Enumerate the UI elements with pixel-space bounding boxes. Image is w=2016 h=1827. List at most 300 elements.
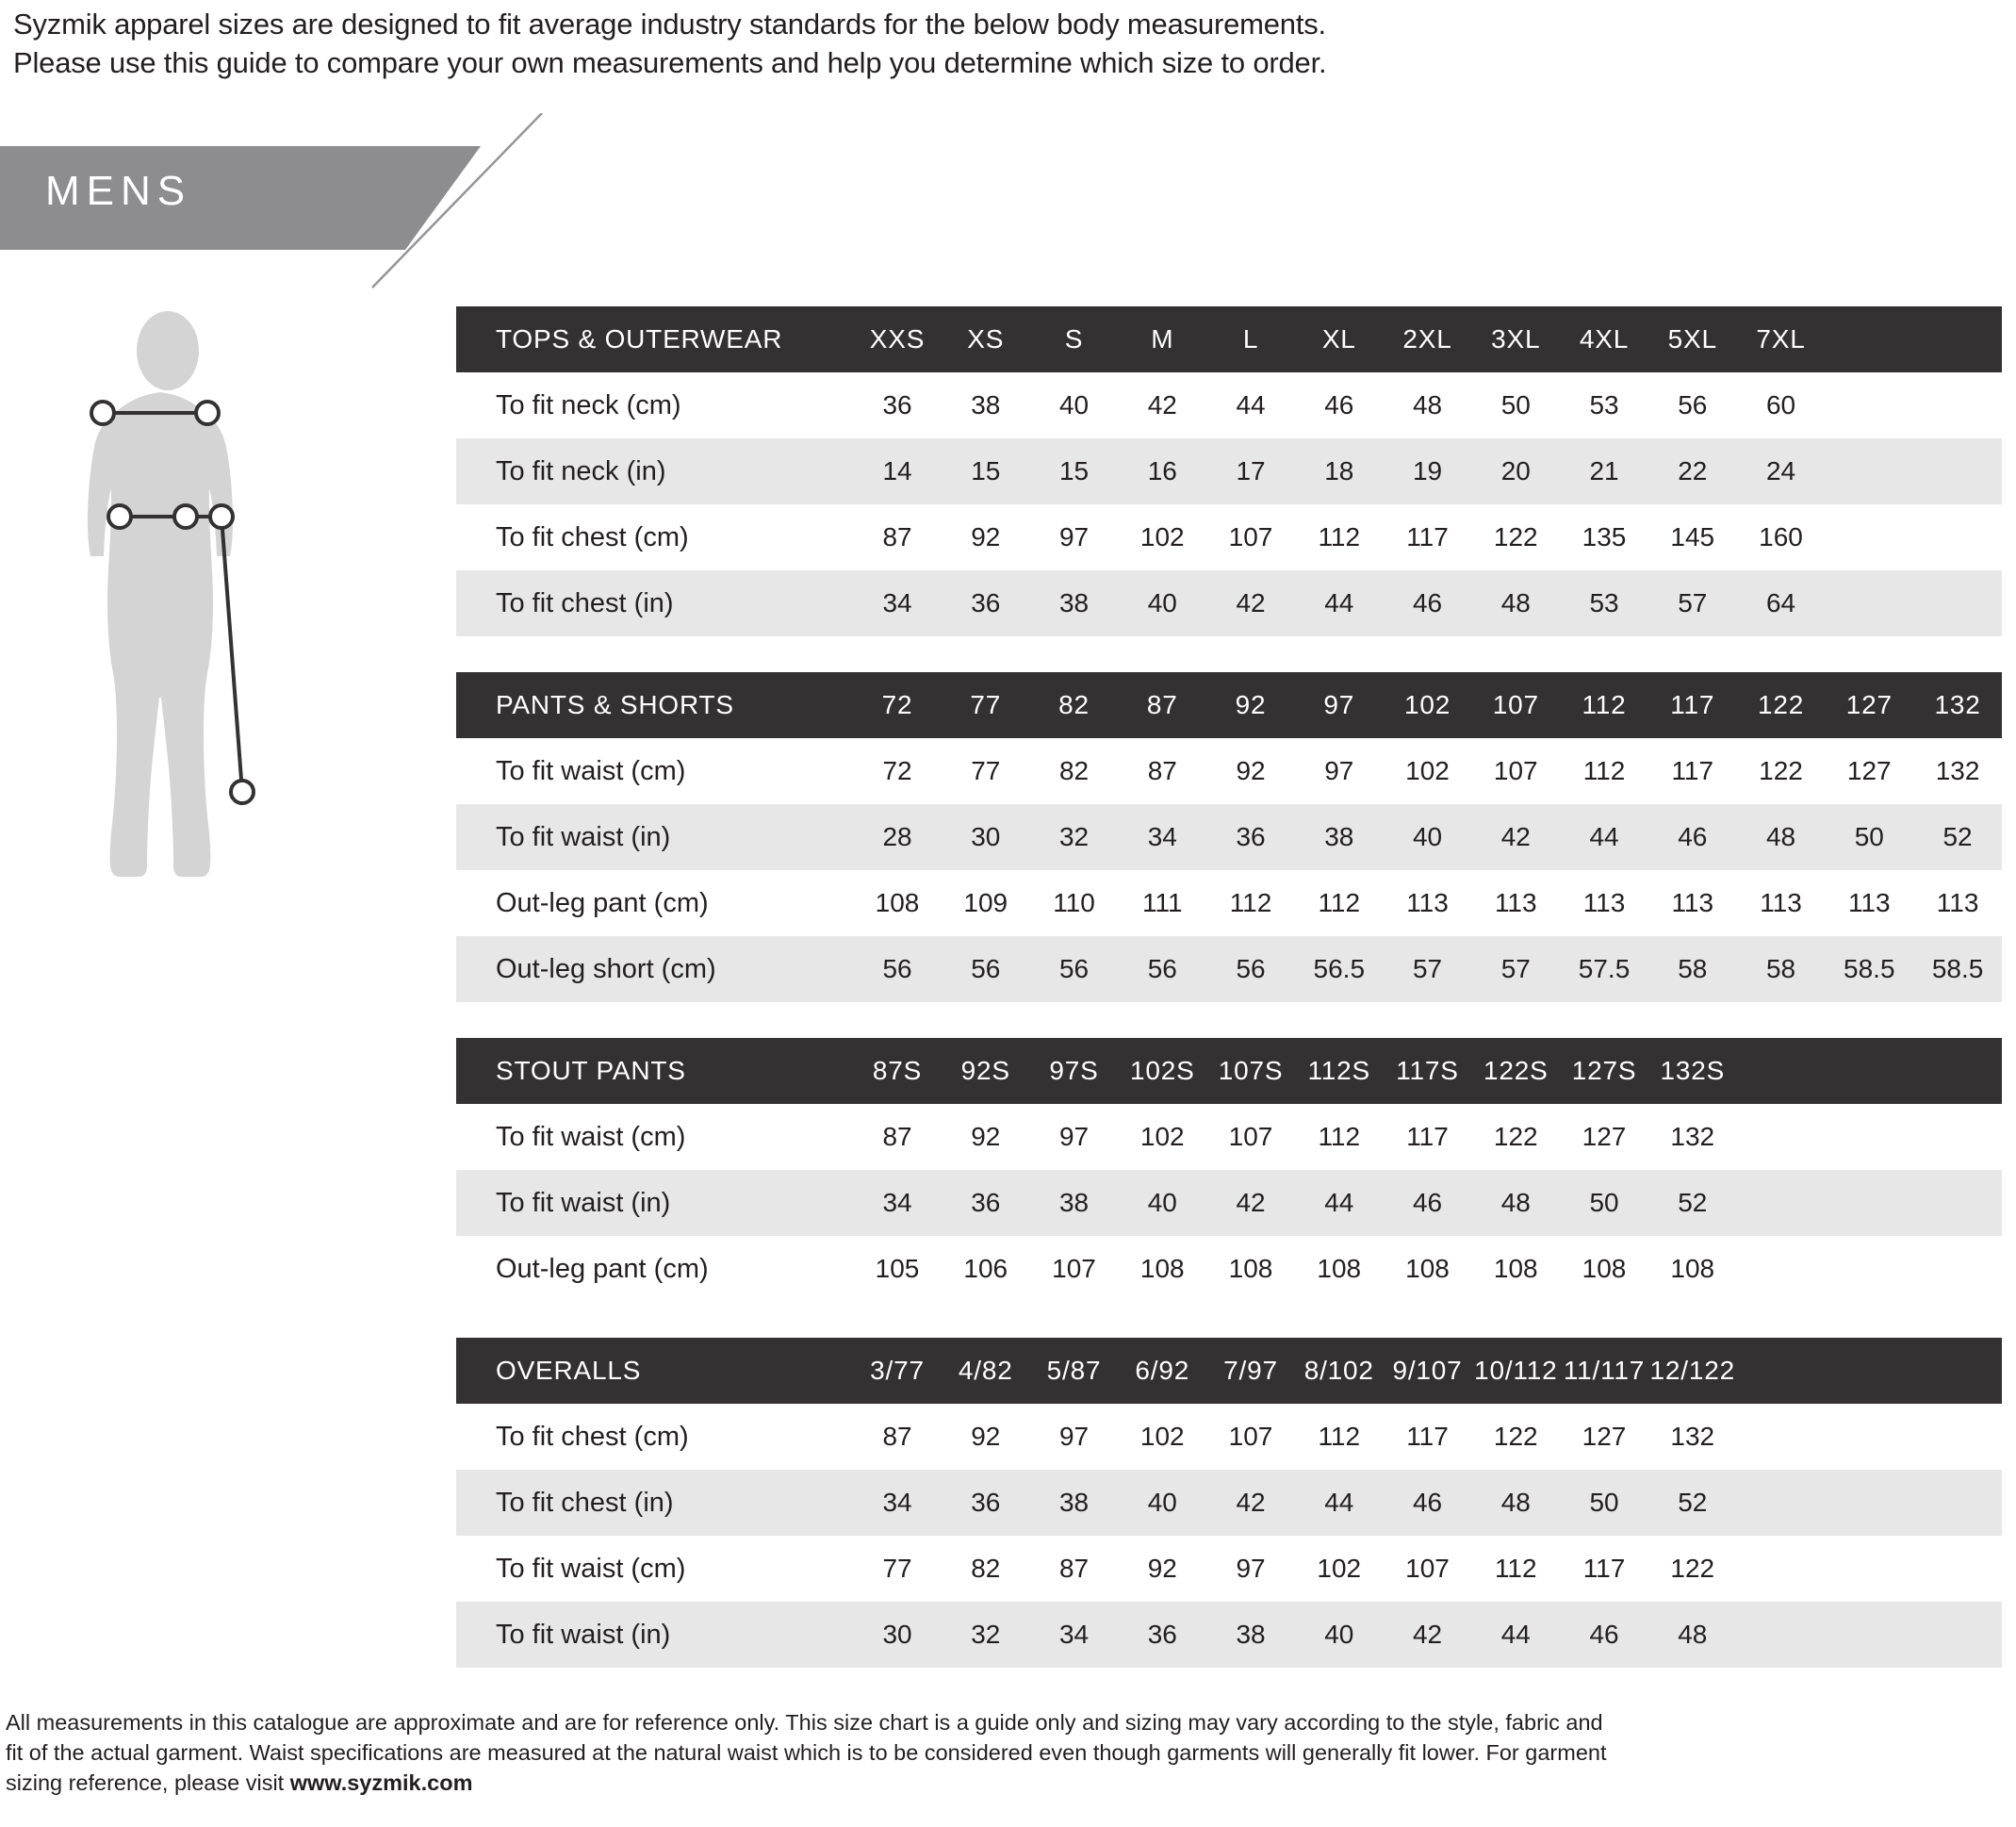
table-row <box>456 1170 2002 1236</box>
column-header: 72 <box>853 672 942 738</box>
size-tables <box>456 306 2002 1704</box>
cell: 36 <box>1206 804 1295 870</box>
cell: 46 <box>1648 804 1737 870</box>
cell: 60 <box>1737 372 1826 438</box>
row-label: Out-leg pant (cm) <box>456 1236 853 1302</box>
cell: 92 <box>1206 738 1295 804</box>
cell: 34 <box>1118 804 1206 870</box>
cell: 57 <box>1384 936 1472 1002</box>
table-tops-outerwear <box>456 306 2002 636</box>
cell: 122 <box>1471 504 1560 570</box>
table-header-row <box>456 1038 2002 1104</box>
website-url: www.syzmik.com <box>289 1769 473 1795</box>
column-header: XXS <box>853 306 942 372</box>
column-header: L <box>1206 306 1295 372</box>
cell: 48 <box>1737 804 1826 870</box>
cell: 127 <box>1560 1404 1648 1470</box>
cell: 102 <box>1118 504 1206 570</box>
column-header: 127 <box>1825 672 1913 738</box>
cell: 117 <box>1648 738 1737 804</box>
table-row <box>456 1470 2002 1536</box>
column-header: 127S <box>1560 1038 1648 1104</box>
cell <box>1913 1170 2002 1236</box>
cell: 132 <box>1648 1404 1737 1470</box>
cell: 42 <box>1471 804 1560 870</box>
table-title: STOUT PANTS <box>456 1038 853 1104</box>
table-header-row <box>456 1338 2002 1404</box>
cell: 48 <box>1471 1170 1560 1236</box>
column-header <box>1913 1338 2002 1404</box>
cell: 113 <box>1913 870 2002 936</box>
cell <box>1913 504 2002 570</box>
cell: 64 <box>1737 570 1826 636</box>
cell: 127 <box>1825 738 1913 804</box>
row-label: To fit neck (in) <box>456 438 853 504</box>
cell: 32 <box>942 1602 1030 1668</box>
cell: 34 <box>853 570 942 636</box>
cell: 46 <box>1384 570 1472 636</box>
cell: 112 <box>1560 738 1648 804</box>
column-header: 92S <box>942 1038 1030 1104</box>
column-header: 87S <box>853 1038 942 1104</box>
body-silhouette-figure <box>57 311 320 1065</box>
column-header: 107 <box>1471 672 1560 738</box>
cell: 42 <box>1206 570 1295 636</box>
cell: 82 <box>1030 738 1119 804</box>
cell: 122 <box>1471 1404 1560 1470</box>
cell: 58.5 <box>1913 936 2002 1002</box>
cell <box>1825 1536 1913 1602</box>
cell <box>1825 372 1913 438</box>
footer-line-3-prefix: sizing reference, please visit <box>6 1769 290 1795</box>
cell: 46 <box>1560 1602 1648 1668</box>
cell <box>1737 1602 1826 1668</box>
cell: 107 <box>1206 1404 1295 1470</box>
cell: 52 <box>1648 1470 1737 1536</box>
cell: 42 <box>1118 372 1206 438</box>
cell: 56 <box>1648 372 1737 438</box>
cell: 36 <box>853 372 942 438</box>
cell: 50 <box>1825 804 1913 870</box>
cell: 82 <box>942 1536 1030 1602</box>
table-row <box>456 936 2002 1002</box>
cell: 77 <box>853 1536 942 1602</box>
cell: 87 <box>853 504 942 570</box>
table-row <box>456 804 2002 870</box>
cell: 117 <box>1384 1104 1472 1170</box>
cell <box>1913 438 2002 504</box>
banner-label: MENS <box>45 168 192 214</box>
row-label: To fit neck (cm) <box>456 372 853 438</box>
cell: 52 <box>1648 1170 1737 1236</box>
column-header: 77 <box>942 672 1030 738</box>
cell: 40 <box>1384 804 1472 870</box>
column-header: 11/117 <box>1560 1338 1648 1404</box>
column-header: 7XL <box>1737 306 1826 372</box>
column-header: 112 <box>1560 672 1648 738</box>
cell: 56 <box>1030 936 1119 1002</box>
cell <box>1825 1170 1913 1236</box>
footer-line-2: fit of the actual garment. Waist specifications are measured at the natural waist which is to be considered even though garments will generally fit lower. For garment <box>6 1739 1607 1765</box>
column-header: 10/112 <box>1471 1338 1560 1404</box>
column-header <box>1913 1038 2002 1104</box>
cell: 48 <box>1648 1602 1737 1668</box>
cell: 56 <box>1206 936 1295 1002</box>
column-header: 117 <box>1648 672 1737 738</box>
cell: 44 <box>1560 804 1648 870</box>
cell: 102 <box>1384 738 1472 804</box>
column-header: 8/102 <box>1295 1338 1384 1404</box>
cell: 56 <box>853 936 942 1002</box>
cell: 38 <box>1295 804 1384 870</box>
cell: 50 <box>1560 1170 1648 1236</box>
cell <box>1825 570 1913 636</box>
cell: 117 <box>1384 1404 1472 1470</box>
table-row <box>456 1104 2002 1170</box>
cell: 52 <box>1913 804 2002 870</box>
table-overalls <box>456 1338 2002 1668</box>
column-header: 5XL <box>1648 306 1737 372</box>
cell <box>1825 1236 1913 1302</box>
column-header: 122 <box>1737 672 1826 738</box>
cell: 57 <box>1471 936 1560 1002</box>
row-label: To fit waist (in) <box>456 804 853 870</box>
cell: 87 <box>1118 738 1206 804</box>
column-header: 6/92 <box>1118 1338 1206 1404</box>
column-header: XS <box>942 306 1030 372</box>
footer-disclaimer <box>6 1708 2008 1799</box>
cell: 92 <box>1118 1536 1206 1602</box>
cell: 92 <box>942 1104 1030 1170</box>
row-label: To fit waist (in) <box>456 1602 853 1668</box>
cell: 112 <box>1206 870 1295 936</box>
cell: 97 <box>1030 1404 1119 1470</box>
cell: 97 <box>1295 738 1384 804</box>
column-header: 117S <box>1384 1038 1472 1104</box>
cell: 44 <box>1471 1602 1560 1668</box>
cell: 92 <box>942 504 1030 570</box>
footer-line-1: All measurements in this catalogue are approximate and are for reference only. This size chart is a guide only and sizing may vary according to the style, fabric and <box>6 1710 1603 1735</box>
cell: 50 <box>1471 372 1560 438</box>
cell: 107 <box>1384 1536 1472 1602</box>
table-row <box>456 1602 2002 1668</box>
table-row <box>456 438 2002 504</box>
column-header: 4/82 <box>942 1338 1030 1404</box>
cell <box>1913 1470 2002 1536</box>
cell: 112 <box>1295 1404 1384 1470</box>
cell: 38 <box>1030 570 1119 636</box>
cell: 112 <box>1295 504 1384 570</box>
cell: 53 <box>1560 570 1648 636</box>
cell <box>1913 1536 2002 1602</box>
decorative-diagonal-line <box>358 113 594 292</box>
cell: 108 <box>1118 1236 1206 1302</box>
cell: 108 <box>1471 1236 1560 1302</box>
row-label: To fit waist (in) <box>456 1170 853 1236</box>
cell: 112 <box>1471 1536 1560 1602</box>
intro-line-2: Please use this guide to compare your own measurements and help you determine which size to order. <box>13 45 1327 79</box>
cell: 38 <box>1206 1602 1295 1668</box>
cell: 30 <box>853 1602 942 1668</box>
cell: 112 <box>1295 870 1384 936</box>
cell: 21 <box>1560 438 1648 504</box>
cell: 40 <box>1118 570 1206 636</box>
table-header-row <box>456 672 2002 738</box>
column-header: 2XL <box>1384 306 1472 372</box>
table-row <box>456 738 2002 804</box>
intro-line-1: Syzmik apparel sizes are designed to fit average industry standards for the below body measurements. <box>13 8 1326 41</box>
cell: 58 <box>1737 936 1826 1002</box>
cell: 107 <box>1471 738 1560 804</box>
row-label: To fit waist (cm) <box>456 738 853 804</box>
cell: 56 <box>942 936 1030 1002</box>
cell: 97 <box>1206 1536 1295 1602</box>
cell: 46 <box>1384 1470 1472 1536</box>
cell: 87 <box>853 1104 942 1170</box>
cell <box>1737 1470 1826 1536</box>
cell: 117 <box>1384 504 1472 570</box>
cell <box>1737 1236 1826 1302</box>
cell: 107 <box>1206 504 1295 570</box>
cell: 108 <box>1295 1236 1384 1302</box>
cell: 77 <box>942 738 1030 804</box>
cell: 113 <box>1825 870 1913 936</box>
cell <box>1913 1236 2002 1302</box>
cell <box>1913 372 2002 438</box>
cell: 122 <box>1471 1104 1560 1170</box>
row-label: To fit chest (in) <box>456 570 853 636</box>
column-header: 97S <box>1030 1038 1119 1104</box>
cell: 112 <box>1295 1104 1384 1170</box>
row-label: To fit chest (cm) <box>456 504 853 570</box>
cell: 28 <box>853 804 942 870</box>
cell: 160 <box>1737 504 1826 570</box>
column-header <box>1913 306 2002 372</box>
table-row <box>456 1536 2002 1602</box>
cell: 102 <box>1295 1536 1384 1602</box>
cell: 122 <box>1648 1536 1737 1602</box>
intro-text <box>13 6 1898 83</box>
row-label: To fit chest (in) <box>456 1470 853 1536</box>
cell: 40 <box>1030 372 1119 438</box>
cell: 15 <box>1030 438 1119 504</box>
table-row <box>456 870 2002 936</box>
column-header: 102S <box>1118 1038 1206 1104</box>
table-header-row <box>456 306 2002 372</box>
column-header: 3/77 <box>853 1338 942 1404</box>
cell: 44 <box>1295 1170 1384 1236</box>
cell: 38 <box>1030 1470 1119 1536</box>
column-header: 9/107 <box>1384 1338 1472 1404</box>
column-header <box>1737 1338 1826 1404</box>
column-header: 87 <box>1118 672 1206 738</box>
row-label: Out-leg short (cm) <box>456 936 853 1002</box>
cell: 30 <box>942 804 1030 870</box>
cell: 105 <box>853 1236 942 1302</box>
cell: 24 <box>1737 438 1826 504</box>
cell: 127 <box>1560 1104 1648 1170</box>
cell: 44 <box>1206 372 1295 438</box>
cell: 15 <box>942 438 1030 504</box>
cell: 108 <box>853 870 942 936</box>
cell: 38 <box>1030 1170 1119 1236</box>
cell <box>1737 1536 1826 1602</box>
column-header: 132 <box>1913 672 2002 738</box>
cell: 108 <box>1560 1236 1648 1302</box>
cell <box>1825 1470 1913 1536</box>
cell: 113 <box>1648 870 1737 936</box>
cell <box>1913 1104 2002 1170</box>
column-header: 82 <box>1030 672 1119 738</box>
cell <box>1913 1602 2002 1668</box>
cell: 102 <box>1118 1104 1206 1170</box>
cell: 117 <box>1560 1536 1648 1602</box>
cell: 14 <box>853 438 942 504</box>
column-header: XL <box>1295 306 1384 372</box>
column-header: M <box>1118 306 1206 372</box>
column-header: 4XL <box>1560 306 1648 372</box>
cell: 58 <box>1648 936 1737 1002</box>
cell: 132 <box>1913 738 2002 804</box>
column-header: 132S <box>1648 1038 1737 1104</box>
cell: 34 <box>1030 1602 1119 1668</box>
column-header: 107S <box>1206 1038 1295 1104</box>
cell: 106 <box>942 1236 1030 1302</box>
cell: 87 <box>1030 1536 1119 1602</box>
column-header: 5/87 <box>1030 1338 1119 1404</box>
cell: 40 <box>1118 1470 1206 1536</box>
cell: 40 <box>1295 1602 1384 1668</box>
column-header: 102 <box>1384 672 1472 738</box>
cell: 58.5 <box>1825 936 1913 1002</box>
cell: 48 <box>1384 372 1472 438</box>
cell: 113 <box>1384 870 1472 936</box>
row-label: To fit chest (cm) <box>456 1404 853 1470</box>
column-header <box>1825 306 1913 372</box>
cell: 56.5 <box>1295 936 1384 1002</box>
column-header: 12/122 <box>1648 1338 1737 1404</box>
cell: 22 <box>1648 438 1737 504</box>
column-header: 3XL <box>1471 306 1560 372</box>
cell: 145 <box>1648 504 1737 570</box>
cell: 20 <box>1471 438 1560 504</box>
cell: 36 <box>942 570 1030 636</box>
cell: 46 <box>1384 1170 1472 1236</box>
cell: 44 <box>1295 1470 1384 1536</box>
cell: 16 <box>1118 438 1206 504</box>
column-header <box>1737 1038 1826 1104</box>
cell: 122 <box>1737 738 1826 804</box>
cell: 113 <box>1737 870 1826 936</box>
cell <box>1913 1404 2002 1470</box>
table-row <box>456 372 2002 438</box>
column-header: 122S <box>1471 1038 1560 1104</box>
cell: 34 <box>853 1170 942 1236</box>
column-header: 7/97 <box>1206 1338 1295 1404</box>
cell: 44 <box>1295 570 1384 636</box>
cell <box>1825 438 1913 504</box>
cell <box>1825 1602 1913 1668</box>
cell: 108 <box>1648 1236 1737 1302</box>
column-header <box>1825 1038 1913 1104</box>
cell: 17 <box>1206 438 1295 504</box>
cell: 108 <box>1206 1236 1295 1302</box>
cell: 36 <box>1118 1602 1206 1668</box>
cell: 38 <box>942 372 1030 438</box>
cell <box>1737 1404 1826 1470</box>
column-header: 112S <box>1295 1038 1384 1104</box>
table-row <box>456 504 2002 570</box>
row-label: Out-leg pant (cm) <box>456 870 853 936</box>
cell: 97 <box>1030 1104 1119 1170</box>
table-title: PANTS & SHORTS <box>456 672 853 738</box>
cell: 48 <box>1471 570 1560 636</box>
cell: 102 <box>1118 1404 1206 1470</box>
cell: 36 <box>942 1170 1030 1236</box>
cell: 56 <box>1118 936 1206 1002</box>
cell <box>1913 570 2002 636</box>
cell <box>1825 1104 1913 1170</box>
table-stout-pants <box>456 1038 2002 1302</box>
cell: 18 <box>1295 438 1384 504</box>
cell: 19 <box>1384 438 1472 504</box>
cell: 36 <box>942 1470 1030 1536</box>
row-label: To fit waist (cm) <box>456 1536 853 1602</box>
cell <box>1737 1104 1826 1170</box>
cell: 46 <box>1295 372 1384 438</box>
cell <box>1825 1404 1913 1470</box>
cell <box>1737 1170 1826 1236</box>
cell: 57 <box>1648 570 1737 636</box>
cell: 108 <box>1384 1236 1472 1302</box>
table-row <box>456 1236 2002 1302</box>
cell: 87 <box>853 1404 942 1470</box>
table-title: OVERALLS <box>456 1338 853 1404</box>
column-header: 92 <box>1206 672 1295 738</box>
cell: 92 <box>942 1404 1030 1470</box>
cell: 42 <box>1206 1170 1295 1236</box>
cell: 72 <box>853 738 942 804</box>
table-title: TOPS & OUTERWEAR <box>456 306 853 372</box>
cell: 42 <box>1206 1470 1295 1536</box>
table-row <box>456 570 2002 636</box>
row-label: To fit waist (cm) <box>456 1104 853 1170</box>
cell: 135 <box>1560 504 1648 570</box>
column-header: 97 <box>1295 672 1384 738</box>
column-header: S <box>1030 306 1119 372</box>
cell: 97 <box>1030 504 1119 570</box>
cell: 132 <box>1648 1104 1737 1170</box>
cell: 40 <box>1118 1170 1206 1236</box>
table-row <box>456 1404 2002 1470</box>
cell: 111 <box>1118 870 1206 936</box>
cell <box>1825 504 1913 570</box>
cell: 113 <box>1471 870 1560 936</box>
cell: 109 <box>942 870 1030 936</box>
table-pants-shorts <box>456 672 2002 1002</box>
cell: 50 <box>1560 1470 1648 1536</box>
column-header <box>1825 1338 1913 1404</box>
cell: 107 <box>1206 1104 1295 1170</box>
cell: 57.5 <box>1560 936 1648 1002</box>
cell: 48 <box>1471 1470 1560 1536</box>
cell: 107 <box>1030 1236 1119 1302</box>
cell: 42 <box>1384 1602 1472 1668</box>
cell: 32 <box>1030 804 1119 870</box>
footer-line-3 <box>6 1769 2008 1799</box>
cell: 53 <box>1560 372 1648 438</box>
cell: 110 <box>1030 870 1119 936</box>
